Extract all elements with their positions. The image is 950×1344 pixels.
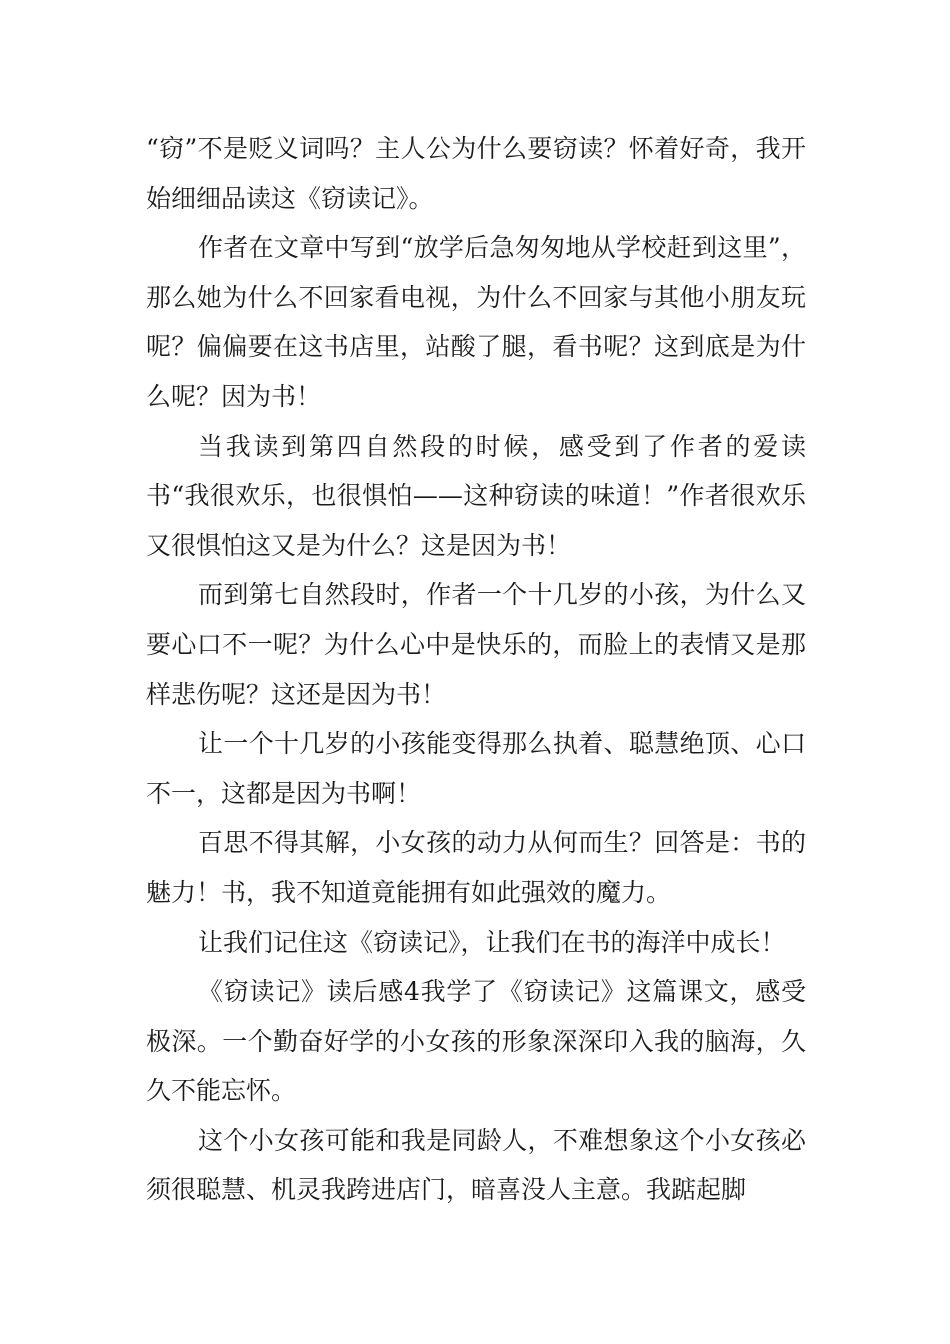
paragraph-2: 作者在文章中写到“放学后急匆匆地从学校赶到这里”，那么她为什么不回家看电视，为什么不回家与其他小朋友玩呢？偏偏要在这书店里，站酸了腿，看书呢？这到底是为什么呢？因为书！ xyxy=(146,233,806,411)
paragraph-6: 百思不得其解，小女孩的动力从何而生？回答是：书的魅力！书，我不知道竟能拥有如此强效的魔力。 xyxy=(146,828,806,907)
paragraph-3: 当我读到第四自然段的时候，感受到了作者的爱读书“我很欢乐，也很惧怕——这种窃读的味道！”作者很欢乐又很惧怕这又是为什么？这是因为书！ xyxy=(146,431,806,560)
paragraph-4: 而到第七自然段时，作者一个十几岁的小孩，为什么又要心口不一呢？为什么心中是快乐的，而脸上的表情又是那样悲伤呢？这还是因为书！ xyxy=(146,580,806,709)
paragraph-9: 这个小女孩可能和我是同龄人，不难想象这个小女孩必须很聪慧、机灵我跨进店门，暗喜没人主意。我踮起脚 xyxy=(146,1125,806,1205)
paragraph-1: “窃”不是贬义词吗？主人公为什么要窃读？怀着好奇，我开始细细品读这《窃读记》。 xyxy=(146,134,806,213)
paragraph-5: 让一个十几岁的小孩能变得那么执着、聪慧绝顶、心口不一，这都是因为书啊！ xyxy=(146,729,806,808)
body-text xyxy=(146,124,806,1215)
paragraph-8: 《窃读记》读后感4我学了《窃读记》这篇课文，感受极深。一个勤奋好学的小女孩的形象深深印入我的脑海，久久不能忘怀。 xyxy=(146,977,806,1106)
paragraph-7: 让我们记住这《窃读记》，让我们在书的海洋中成长！ xyxy=(198,927,786,957)
